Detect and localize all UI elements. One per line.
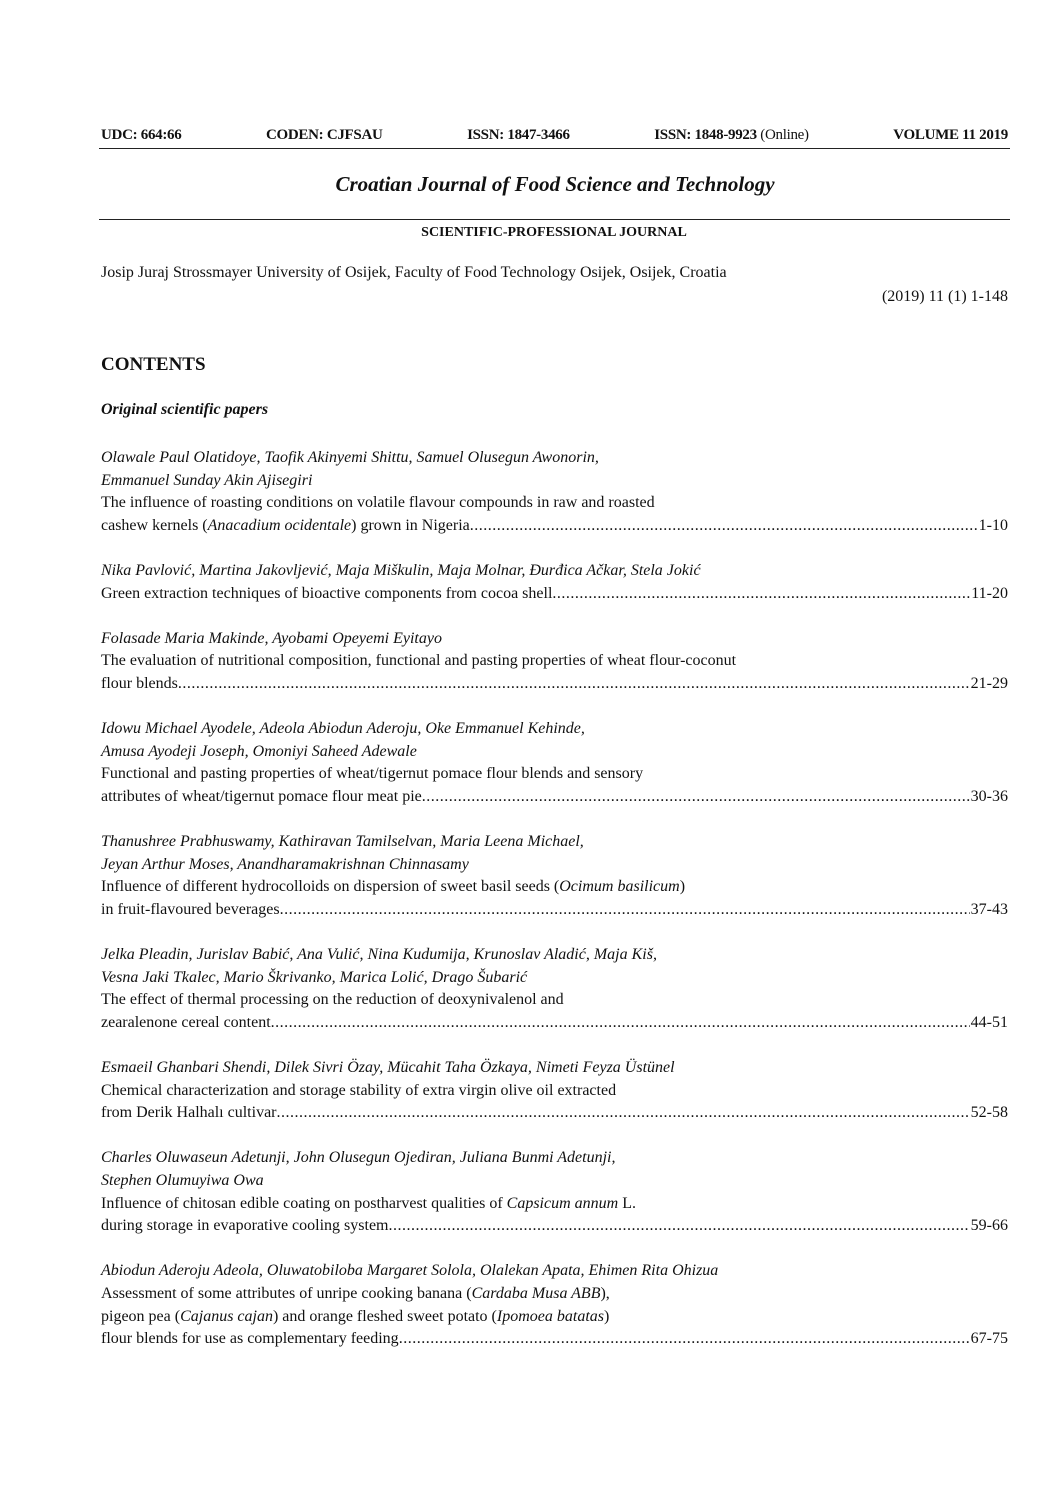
issn-online: [654, 127, 808, 144]
page-range[interactable]: 11-20: [971, 584, 1008, 602]
entry-title-text: [101, 1102, 277, 1125]
leader-dots: [399, 1328, 970, 1351]
contents-heading: CONTENTS: [101, 354, 206, 375]
title-segment: Assessment of some attributes of unripe cooking banana (: [101, 1284, 472, 1302]
entry-title-text: [101, 1328, 399, 1351]
species-name: Ocimum basilicum: [559, 878, 680, 896]
title-segment: flour blends: [101, 674, 178, 692]
entry-title-text: [101, 1285, 610, 1302]
title-segment: Influence of different hydrocolloids on dispersion of sweet basil seeds (: [101, 878, 560, 896]
entry-authors: Abiodun Aderoju Adeola, Oluwatobiloba Margaret Solola, Olalekan Apata, Ehimen Rita Ohizua: [101, 1262, 719, 1280]
leader-dots: [470, 515, 978, 538]
entry-title-text: [101, 1012, 271, 1035]
toc-entry[interactable]: [101, 831, 1008, 921]
contents-list: [101, 447, 1008, 1373]
title-segment: Chemical characterization and storage stability of extra virgin olive oil extracted: [101, 1081, 617, 1099]
page-range[interactable]: 59-66: [970, 1217, 1008, 1235]
entry-title-line: [101, 876, 1008, 899]
journal-title: Croatian Journal of Food Science and Technology: [335, 172, 775, 196]
leader-dots: [388, 1215, 969, 1238]
title-segment: Functional and pasting properties of wheat/tigernut pomace flour blends and sensory: [101, 765, 644, 783]
udc-code: UDC: 664:66: [101, 127, 182, 143]
title-segment: in fruit-flavoured beverages: [101, 900, 280, 918]
entry-title-line: [101, 1215, 1008, 1238]
entry-title-text: [101, 786, 422, 809]
entry-title-line: [101, 1080, 1008, 1103]
species-name: Capsicum annum: [506, 1194, 619, 1212]
institution: Josip Juraj Strossmayer University of Osijek, Faculty of Food Technology Osijek, Osijek, Croatia: [101, 264, 727, 281]
entry-authors: Folasade Maria Makinde, Ayobami Opeyemi Eyitayo: [101, 629, 442, 647]
toc-entry[interactable]: [101, 1260, 1008, 1350]
title-segment: ): [604, 1307, 610, 1325]
entry-title-line: [101, 1283, 1008, 1306]
species-name: Cajanus cajan: [180, 1307, 273, 1325]
toc-entry[interactable]: [101, 1057, 1008, 1125]
leader-dots: [277, 1102, 970, 1125]
title-segment: Green extraction techniques of bioactive components from cocoa shell: [101, 584, 553, 602]
entry-title-line: [101, 763, 1008, 786]
entry-authors: Emmanuel Sunday Akin Ajisegiri: [101, 471, 313, 489]
entry-title-text: [101, 515, 470, 538]
entry-title-line: [101, 1306, 1008, 1329]
page-range[interactable]: 44-51: [970, 1013, 1008, 1031]
title-segment: The evaluation of nutritional composition, functional and pasting properties of wheat flour-coconut: [101, 652, 737, 670]
entry-authors: Thanushree Prabhuswamy, Kathiravan Tamilselvan, Maria Leena Michael,: [101, 833, 584, 851]
entry-title-text: [101, 878, 685, 895]
issn-online-number: ISSN: 1848-9923: [654, 127, 757, 143]
title-divider: [99, 219, 1010, 220]
toc-entry[interactable]: [101, 718, 1008, 808]
title-segment: ) and orange fleshed sweet potato (: [272, 1307, 497, 1325]
title-segment: pigeon pea (: [101, 1307, 181, 1325]
species-name: Cardaba Musa ABB: [471, 1284, 601, 1302]
title-segment: ): [679, 878, 686, 896]
entry-authors: Stephen Olumuyiwa Owa: [101, 1172, 264, 1189]
entry-title-line: [101, 1328, 1008, 1351]
entry-title-text: [101, 1195, 636, 1212]
page-range[interactable]: 30-36: [970, 787, 1008, 805]
entry-title-line: [101, 492, 1008, 515]
page-range[interactable]: 52-58: [970, 1104, 1008, 1122]
title-segment: The influence of roasting conditions on volatile flavour compounds in raw and roasted: [101, 494, 655, 512]
entry-authors: Jeyan Arthur Moses, Anandharamakrishnan Chinnasamy: [101, 855, 469, 873]
species-name: Anacadium ocidentale: [207, 516, 352, 534]
entry-authors: Charles Oluwaseun Adetunji, John Olusegun Ojediran, Juliana Bunmi Adetunji,: [101, 1149, 616, 1167]
title-segment: zearalenone cereal content: [101, 1013, 271, 1031]
toc-entry[interactable]: [101, 447, 1008, 537]
entry-authors: Esmaeil Ghanbari Shendi, Dilek Sivri Özay, Mücahit Taha Özkaya, Nimeti Feyza Üstünel: [101, 1059, 675, 1077]
leader-dots: [271, 1012, 970, 1035]
species-name: Ipomoea batatas: [496, 1307, 604, 1325]
journal-header-bar: [101, 127, 1008, 144]
title-segment: Influence of chitosan edible coating on postharvest qualities of: [101, 1194, 507, 1212]
entry-title-line: [101, 650, 1008, 673]
toc-entry[interactable]: [101, 1147, 1008, 1237]
entry-title-line: [101, 989, 1008, 1012]
page-range[interactable]: 67-75: [970, 1330, 1008, 1348]
title-segment: attributes of wheat/tigernut pomace flour meat pie: [101, 787, 422, 805]
entry-authors: Vesna Jaki Tkalec, Mario Škrivanko, Marica Lolić, Drago Šubarić: [101, 968, 528, 986]
entry-title-line: [101, 515, 1008, 538]
title-segment: cashew kernels (: [101, 516, 208, 534]
entry-title-text: [101, 899, 280, 922]
entry-title-text: [101, 494, 655, 511]
entry-title-line: [101, 583, 1008, 606]
leader-dots: [552, 583, 970, 606]
entry-title-text: [101, 1215, 388, 1238]
entry-authors: Olawale Paul Olatidoye, Taofik Akinyemi Shittu, Samuel Olusegun Awonorin,: [101, 449, 599, 466]
entry-title-line: [101, 1102, 1008, 1125]
page-range[interactable]: 21-29: [970, 674, 1008, 692]
entry-title-text: [101, 1082, 616, 1099]
entry-title-text: [101, 652, 736, 669]
entry-title-text: [101, 673, 178, 696]
section-heading: Original scientific papers: [101, 401, 269, 418]
title-segment: ),: [600, 1284, 610, 1302]
title-segment: L.: [618, 1194, 636, 1212]
entry-title-line: [101, 1193, 1008, 1216]
entry-authors: Amusa Ayodeji Joseph, Omoniyi Saheed Adewale: [101, 742, 417, 760]
title-segment: ) grown in Nigeria: [351, 516, 470, 534]
entry-authors: Idowu Michael Ayodele, Adeola Abiodun Aderoju, Oke Emmanuel Kehinde,: [101, 720, 585, 738]
page-range[interactable]: 1-10: [978, 516, 1008, 534]
entry-authors: Nika Pavlović, Martina Jakovljević, Maja Miškulin, Maja Molnar, Đurđica Ačkar, Stela Jokić: [101, 561, 701, 579]
leader-dots: [280, 899, 970, 922]
entry-title-text: [101, 765, 643, 782]
toc-entry[interactable]: [101, 944, 1008, 1034]
coden-code: CODEN: CJFSAU: [266, 127, 383, 143]
entry-authors: Jelka Pleadin, Jurislav Babić, Ana Vulić, Nina Kudumija, Krunoslav Aladić, Maja Kiš,: [101, 946, 657, 964]
journal-type: SCIENTIFIC-PROFESSIONAL JOURNAL: [421, 225, 687, 240]
title-segment: from Derik Halhalı cultivar: [101, 1104, 277, 1122]
issue-reference: (2019) 11 (1) 1-148: [881, 288, 1008, 305]
entry-title-line: [101, 786, 1008, 809]
volume-label: VOLUME 11 2019: [893, 127, 1008, 143]
title-segment: The effect of thermal processing on the reduction of deoxynivalenol and: [101, 991, 564, 1009]
entry-title-line: [101, 673, 1008, 696]
issn-print: ISSN: 1847-3466: [467, 127, 570, 143]
leader-dots: [422, 786, 970, 809]
entry-title-text: [101, 583, 552, 606]
title-segment: flour blends for use as complementary feeding: [101, 1330, 399, 1348]
entry-title-text: [101, 991, 564, 1008]
leader-dots: [178, 673, 970, 696]
title-segment: during storage in evaporative cooling system: [101, 1217, 389, 1235]
entry-title-line: [101, 899, 1008, 922]
header-divider: [99, 148, 1010, 149]
page-range[interactable]: 37-43: [970, 900, 1008, 918]
entry-title-text: [101, 1308, 609, 1325]
issn-online-suffix: (Online): [756, 127, 809, 143]
toc-entry[interactable]: [101, 628, 1008, 696]
entry-title-line: [101, 1012, 1008, 1035]
toc-entry[interactable]: [101, 560, 1008, 605]
